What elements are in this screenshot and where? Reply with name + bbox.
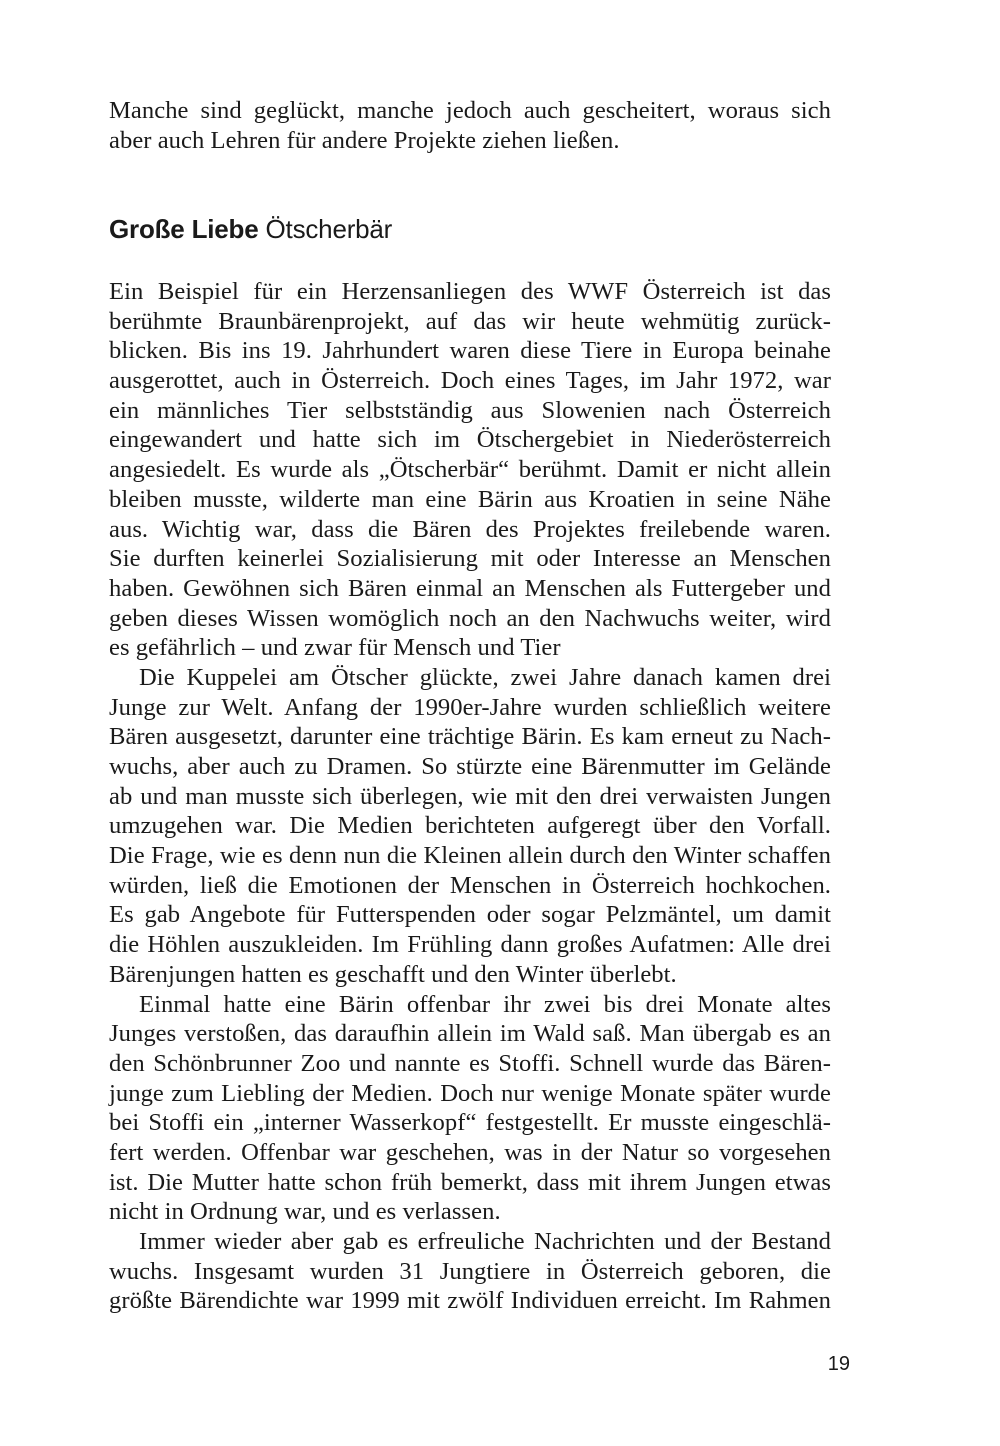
intro-paragraph bbox=[109, 96, 831, 155]
section-body bbox=[109, 277, 831, 1316]
text-line: Einmal hatte eine Bärin offenbar ihr zwei bis drei Monate altes bbox=[139, 990, 831, 1018]
text-line: wuchs, aber auch zu Dramen. So stürzte eine Bärenmutter im Gelände bbox=[109, 753, 831, 780]
text-line: die Höhlen auszukleiden. Im Frühling dann großes Aufatmen: Alle drei bbox=[109, 931, 831, 959]
heading-regular-part: Ötscherbär bbox=[265, 214, 393, 244]
text-line: junge zum Liebling der Medien. Doch nur wenige Monate später wurde bbox=[109, 1079, 831, 1107]
text-line: es gefährlich – und zwar für Mensch und Tier bbox=[109, 634, 561, 662]
heading-bold-part: Große Liebe bbox=[109, 214, 259, 244]
text-line: Immer wieder aber gab es erfreuliche Nachrichten und der Bestand bbox=[139, 1228, 831, 1255]
paragraph bbox=[109, 990, 831, 1228]
text-line: ein männliches Tier selbstständig aus Slowenien nach Österreich bbox=[109, 396, 831, 424]
text-line: ist. Die Mutter hatte schon früh bemerkt, dass mit ihrem Jungen etwas bbox=[109, 1168, 831, 1196]
text-line: bei Stoffi ein „interner Wasserkopf“ festgestellt. Er musste eingeschlä- bbox=[109, 1109, 831, 1137]
text-line: den Schönbrunner Zoo und nannte es Stoffi. Schnell wurde das Bären- bbox=[109, 1049, 831, 1077]
text-line: wuchs. Insgesamt wurden 31 Jungtiere in Österreich geboren, die bbox=[109, 1257, 831, 1285]
paragraph bbox=[109, 663, 831, 990]
text-line: aber auch Lehren für andere Projekte ziehen ließen. bbox=[109, 126, 620, 154]
text-line: aus. Wichtig war, dass die Bären des Projektes freilebende waren. bbox=[109, 515, 831, 543]
text-line: würden, ließ die Emotionen der Menschen in Österreich hochkochen. bbox=[109, 871, 831, 899]
text-line: Junge zur Welt. Anfang der 1990er-Jahre wurden schließlich weitere bbox=[109, 693, 831, 721]
text-line: Es gab Angebote für Futterspenden oder sogar Pelzmäntel, um damit bbox=[109, 901, 831, 929]
text-line: nicht in Ordnung war, und es verlassen. bbox=[109, 1198, 501, 1226]
text-line: größte Bärendichte war 1999 mit zwölf Individuen erreicht. Im Rahmen bbox=[109, 1287, 831, 1315]
text-line: Sie durften keinerlei Sozialisierung mit oder Interesse an Menschen bbox=[109, 545, 831, 573]
text-line: bleiben musste, wilderte man eine Bärin aus Kroatien in seine Nähe bbox=[109, 485, 831, 513]
paragraph bbox=[109, 1227, 831, 1316]
text-line: fert werden. Offenbar war geschehen, was in der Natur so vorgesehen bbox=[109, 1138, 831, 1166]
text-line: angesiedelt. Es wurde als „Ötscherbär“ berühmt. Damit er nicht allein bbox=[109, 456, 831, 484]
text-line: haben. Gewöhnen sich Bären einmal an Menschen als Futtergeber und bbox=[109, 574, 831, 602]
text-line: ausgerottet, auch in Österreich. Doch eines Tages, im Jahr 1972, war bbox=[109, 367, 831, 395]
text-line: ab und man musste sich überlegen, wie mit den drei verwaisten Jungen bbox=[109, 782, 831, 810]
text-line: blicken. Bis ins 19. Jahrhundert waren diese Tiere in Europa beinahe bbox=[109, 337, 831, 365]
text-line: Bärenjungen hatten es geschafft und den Winter überlebt. bbox=[109, 960, 677, 988]
text-line: Die Kuppelei am Ötscher glückte, zwei Jahre danach kamen drei bbox=[139, 663, 831, 691]
text-line: berühmte Braunbärenprojekt, auf das wir heute wehmütig zurück- bbox=[109, 307, 831, 335]
text-line: Junges verstoßen, das daraufhin allein im Wald saß. Man übergab es an bbox=[109, 1020, 831, 1048]
text-line: geben dieses Wissen womöglich noch an den Nachwuchs weiter, wird bbox=[109, 604, 831, 632]
text-line: Ein Beispiel für ein Herzensanliegen des WWF Österreich ist das bbox=[109, 278, 831, 305]
paragraph bbox=[109, 277, 831, 663]
section-heading bbox=[109, 213, 392, 245]
text-line: Die Frage, wie es denn nun die Kleinen allein durch den Winter schaffen bbox=[109, 842, 831, 870]
text-line: umzugehen war. Die Medien berichteten aufgeregt über den Vorfall. bbox=[109, 812, 831, 840]
text-line: Bären ausgesetzt, darunter eine trächtige Bärin. Es kam erneut zu Nach- bbox=[109, 723, 831, 751]
text-line: Manche sind geglückt, manche jedoch auch gescheitert, woraus sich bbox=[109, 97, 831, 124]
text-line: eingewandert und hatte sich im Ötschergebiet in Niederösterreich bbox=[109, 426, 831, 454]
page-number: 19 bbox=[827, 1353, 850, 1375]
